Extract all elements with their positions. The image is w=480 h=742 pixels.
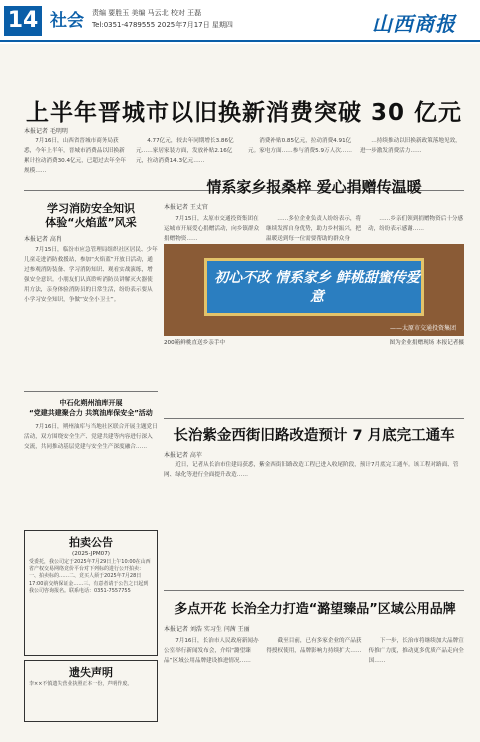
- lead-column-1: 7月16日，山西省晋城市商务局获悉，今年上半年，晋城市消费品以旧换新累计拉动消费30.4亿元，已超过去年全年规模……: [24, 138, 126, 174]
- auction-notice-text: 受委托，我公司定于2025年7月29日上午10:00在山西省产权交易网络竞价平台对下列标的进行公开拍卖：一、拍卖标的……二、竞买人须于2025年7月28日17:00前交纳保证金……三、有意者请于公告之日起到我公司咨询报名。联系电话：0351-7557755: [29, 559, 151, 594]
- brand-column-3: 下一步，长治市将继续加大品牌宣传推广力度，推动更多优质产品走向全国……: [368, 638, 464, 664]
- left-column: [24, 192, 158, 530]
- editor-line: 责编 要胜玉 美编 马云北 校对 王磊: [92, 9, 202, 17]
- bottom-divider: [164, 590, 464, 591]
- date-line: Tel:0351-4789555 2025年7月17日 星期四: [92, 21, 233, 29]
- brand-article-body: [164, 636, 464, 728]
- road-byline: 本报记者 高苹: [164, 452, 202, 459]
- feature-column-2: ……多位企业负责人纷纷表示，将继续发挥自身优势，助力乡村振兴，把温暖送到每一位需要帮助的群众身: [266, 216, 362, 242]
- feature-column-1: 7月15日，太原市交通投资集团在运城市开展爱心捐赠活动，向乡镇群众捐赠物资……: [164, 216, 260, 242]
- photo-caption-right: 图为企业捐赠现场 本报记者摄: [389, 340, 464, 346]
- photo-caption-left: 200箱鲜桃直送乡亲手中: [164, 340, 226, 346]
- lead-byline: 本报记者 毛明明: [24, 128, 68, 135]
- brand-column-2: 截至目前，已有多家企业的产品获得授权使用，品牌影响力持续扩大……: [266, 638, 362, 654]
- lead-column-3: 消费补贴0.85亿元，拉动消费4.91亿元。家电方面……参与消费5.9万人次……: [248, 138, 352, 154]
- lost-notice-title: 遗失声明: [69, 666, 113, 679]
- photo-banner-text: 初心不改 情系家乡 鲜桃甜蜜传爱意: [214, 270, 420, 305]
- feature-column-3: ……乡亲们领到捐赠物资后十分感动，纷纷表示感谢……: [368, 216, 464, 232]
- road-text: 近日，记者从长治市住建局获悉，紫金西街旧路改造工程已进入收尾阶段，预计7月底完工通车。该工程对路面、管网、绿化等进行全面提升改造……: [164, 462, 459, 478]
- road-headline: 长治紫金西街旧路改造预计 7 月底完工通车: [173, 428, 455, 444]
- newspaper-header: [0, 0, 480, 44]
- auction-notice-title: 拍卖公告: [69, 536, 113, 549]
- lead-column-2: 4.77亿元，较去年同期增长3.86亿元……家居家装方面，发放补贴2.16亿元，拉动消费14.3亿元……: [136, 138, 234, 164]
- fire-safety-text: 7月15日，临汾市应急管理局组织社区居民、少年儿童走进消防救援站，参加“火焰蓝”开放日活动，通过参观消防装备、学习消防知识、观看实战演练，增强安全意识。小朋友们认真聆听消防员讲解灭火器使用方法，亲身体验消防员的日常生活，纷纷表示要从小学习安全知识，争做“安全小卫士”。: [24, 247, 158, 303]
- fire-safety-headline: 学习消防安全知识 体验“火焰蓝”风采: [45, 202, 137, 229]
- header-rule: [0, 40, 480, 42]
- section-name: 社会: [50, 11, 84, 31]
- lead-column-4: …持续推动以旧换新政策落地见效，进一步激发消费活力……: [360, 138, 461, 154]
- donation-photo: [164, 244, 464, 336]
- photo-banner-subtext: ——太原市交通投资集团: [389, 325, 456, 332]
- brand-byline: 本报记者 刘浩 实习生 闫茜 王丽: [164, 626, 250, 633]
- page-number: 14: [4, 6, 42, 36]
- mid-divider: [164, 418, 464, 419]
- brand-column-1: 7月16日，长治市人民政府新闻办公室举行新闻发布会，介绍“潞望臻品”区域公用品牌建设推进情况……: [164, 638, 259, 664]
- oil-depot-headline: 中石化朔州油库开展 “党建共建聚合力 共筑油库保安全”活动: [29, 399, 153, 417]
- feature-headline: 情系家乡报桑梓 爱心捐赠传温暖: [206, 178, 422, 196]
- feature-body: [164, 214, 464, 244]
- brand-headline: 多点开花 长治全力打造“潞望臻品”区域公用品牌: [174, 602, 456, 617]
- lead-headline: 上半年晋城市以旧换新消费突破 30 亿元: [25, 100, 463, 126]
- feature-byline: 本报记者 王丈官: [164, 204, 208, 211]
- auction-notice-code: (2025-JPM07): [72, 551, 110, 557]
- auction-notice: [24, 530, 158, 656]
- lost-notice-text: 李××不慎遗失营业执照正本一份，声明作废。: [29, 681, 133, 687]
- oil-depot-text: 7月16日，朔州油库与当地社区联合开展主题党日活动，双方围绕安全生产、党建共建等内容进行深入交流，共同推动基层党建与安全生产深度融合……: [24, 424, 158, 450]
- left-divider: [24, 391, 158, 392]
- masthead-logo: 山西商报: [372, 12, 456, 36]
- lost-notice: [24, 660, 158, 722]
- fire-safety-byline: 本报记者 高肖: [24, 236, 62, 243]
- photo-banner: [204, 258, 424, 316]
- feature-block: [164, 178, 464, 414]
